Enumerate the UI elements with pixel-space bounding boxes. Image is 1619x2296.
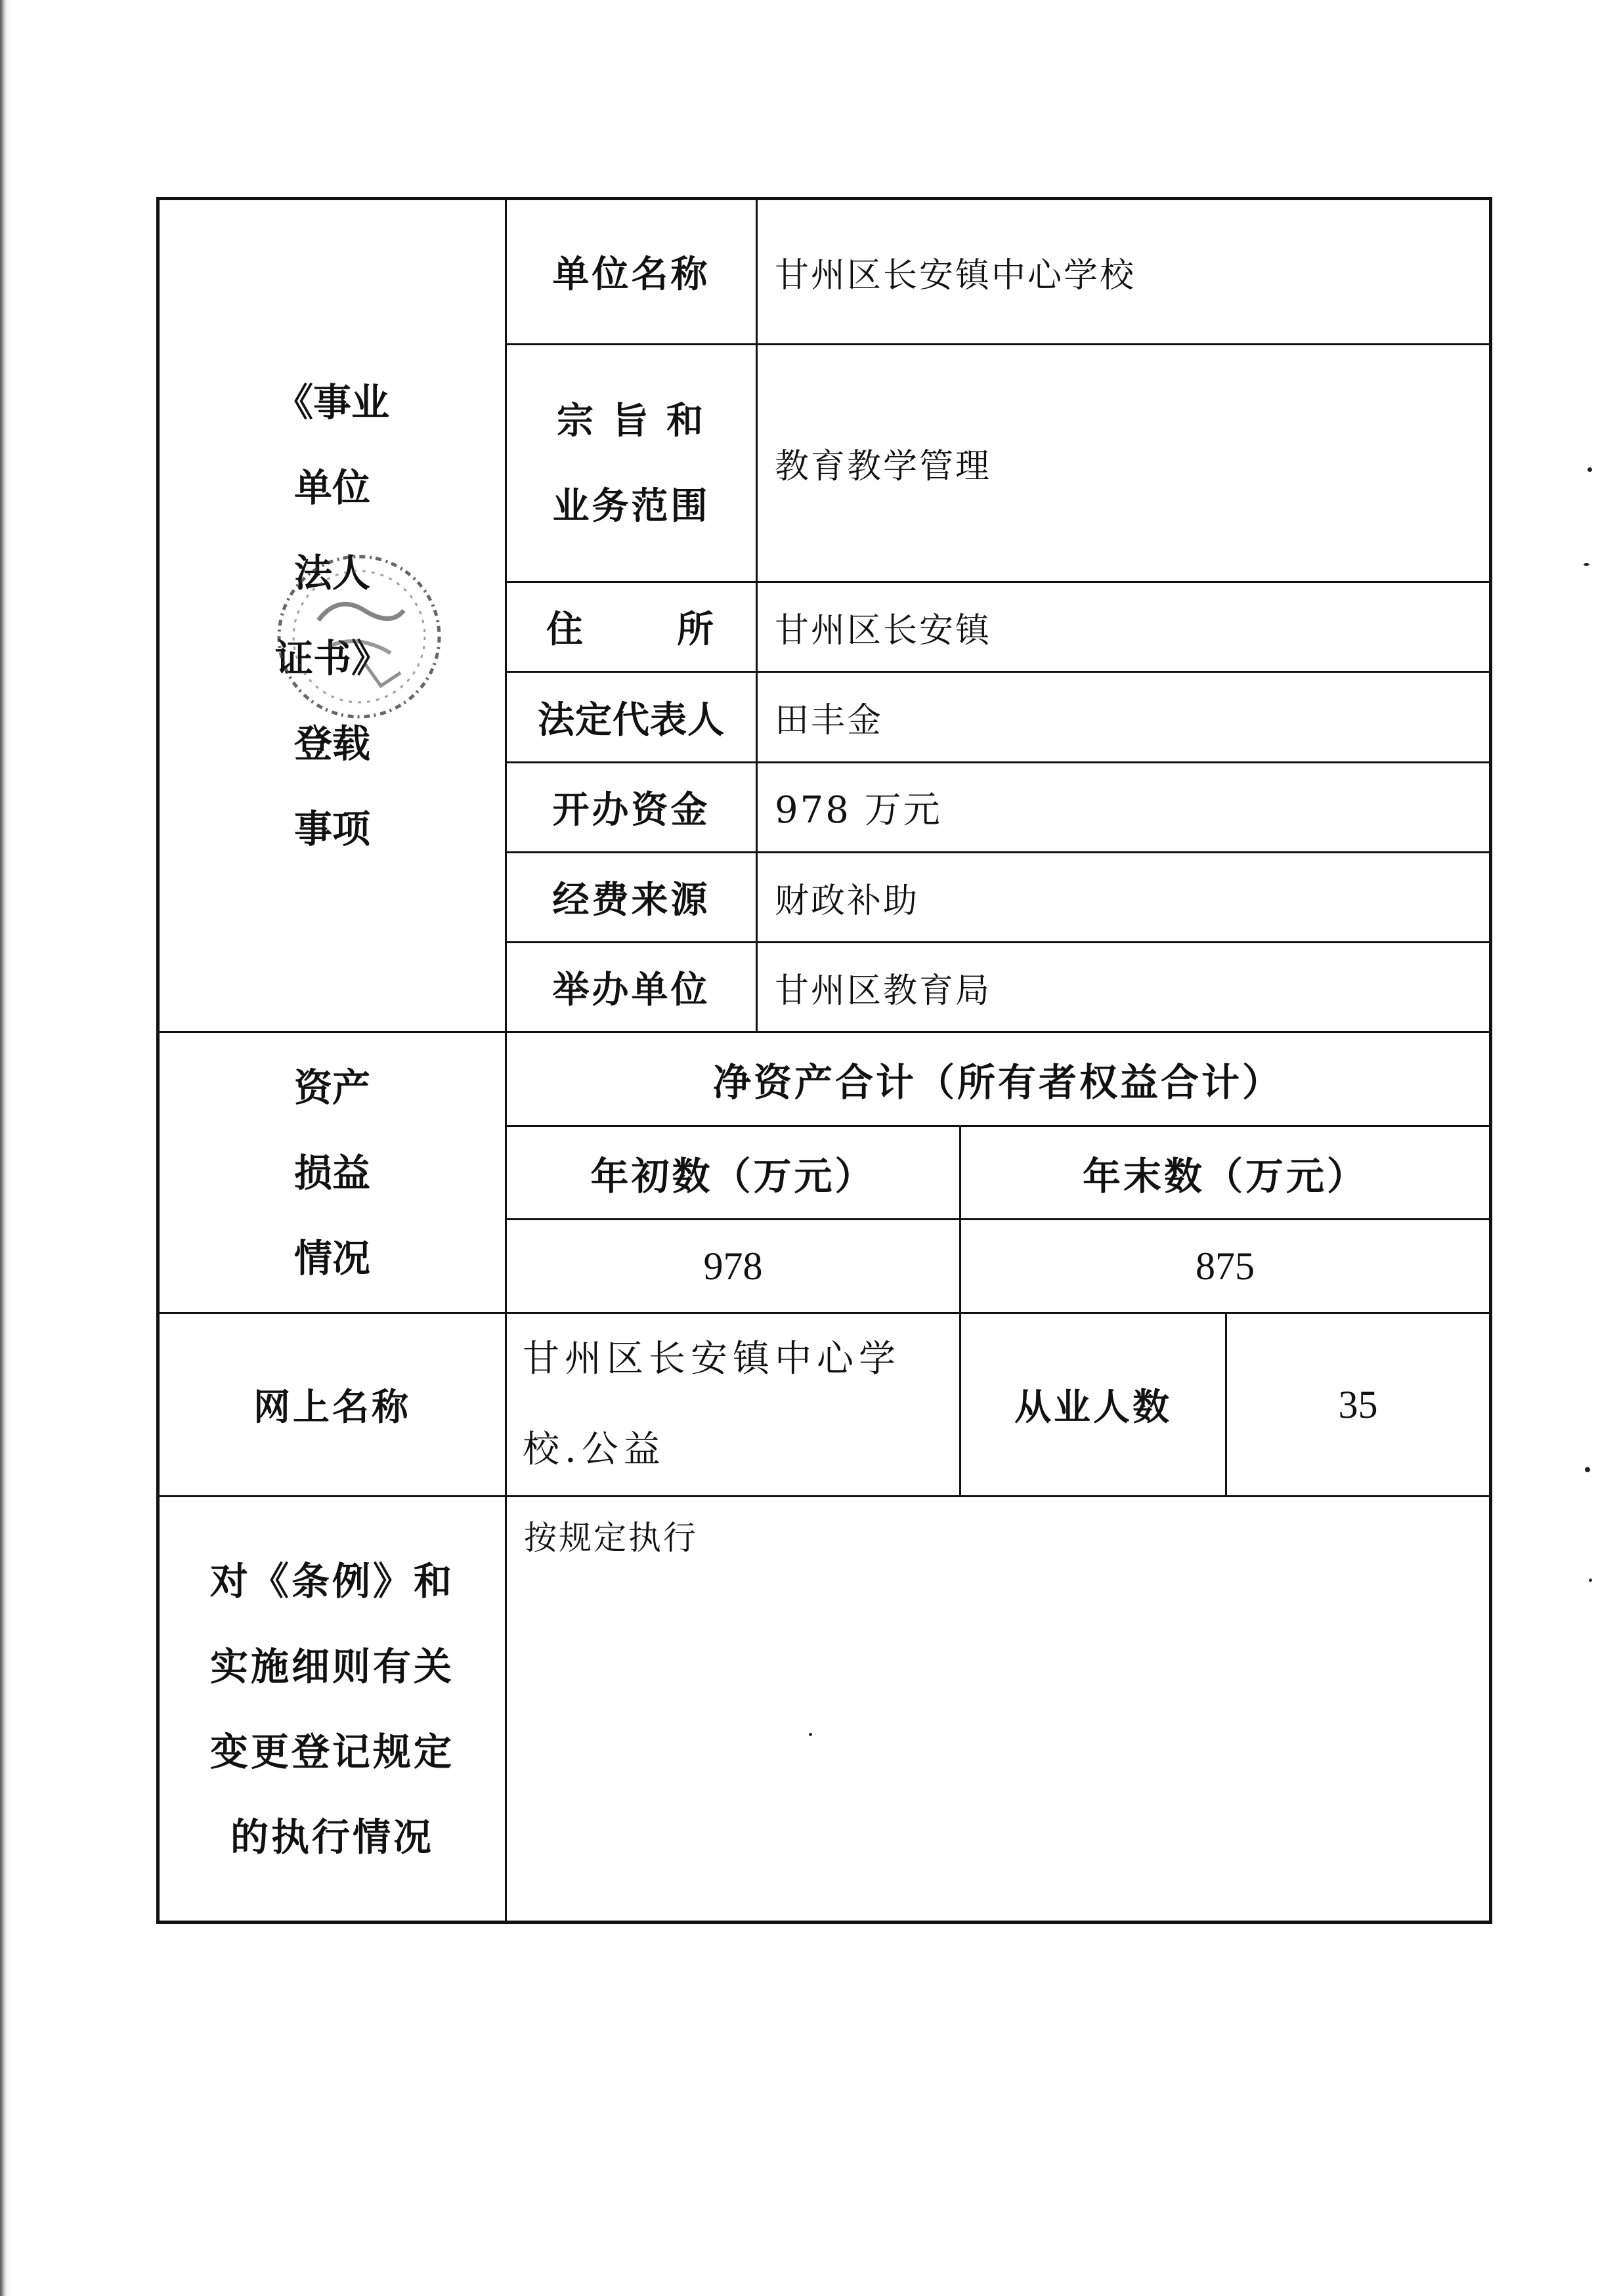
capital-value: 978 万元 — [757, 763, 1491, 853]
purpose-scope-label — [506, 345, 757, 582]
capital-label: 开办资金 — [506, 763, 757, 853]
section-label-line: 法人 — [293, 551, 370, 595]
online-name-line: 校.公益 — [523, 1428, 666, 1471]
purpose-scope-value: 教育教学管理 — [757, 345, 1491, 582]
section-label-line: 《事业 — [274, 380, 389, 425]
scan-speck — [1584, 563, 1589, 566]
row-assets-header — [158, 1032, 1491, 1126]
year-start-header: 年初数（万元） — [506, 1126, 961, 1220]
year-start-value: 978 — [506, 1220, 961, 1313]
compliance-label-line: 的执行情况 — [230, 1814, 434, 1860]
scan-speck — [1589, 1579, 1592, 1582]
purpose-label-line: 宗 旨 和 — [557, 398, 706, 442]
compliance-value: 按规定执行 — [506, 1497, 1491, 1923]
address-label-right: 所 — [677, 608, 716, 651]
online-name-line: 甘州区长安镇中心学 — [523, 1338, 901, 1380]
section-label-line: 单位 — [293, 465, 370, 510]
staff-count-value: 35 — [1226, 1313, 1491, 1497]
registration-form-table — [156, 197, 1492, 1924]
section-label-line: 证书》 — [274, 636, 389, 681]
section-label-line: 登载 — [293, 721, 370, 766]
unit-name-value: 甘州区长安镇中心学校 — [757, 199, 1491, 345]
legal-rep-value: 田丰金 — [757, 672, 1491, 763]
address-value: 甘州区长安镇 — [757, 582, 1491, 672]
year-end-value: 875 — [961, 1220, 1491, 1313]
row-online-name — [158, 1313, 1491, 1497]
sponsor-label: 举办单位 — [506, 943, 757, 1032]
year-end-header: 年末数（万元） — [961, 1126, 1491, 1220]
scan-speck — [1585, 1467, 1590, 1472]
compliance-label-line: 实施细则有关 — [209, 1644, 454, 1689]
assets-label-line: 情况 — [293, 1235, 370, 1281]
assets-section-label — [158, 1032, 506, 1313]
section-label-line: 事项 — [293, 807, 370, 851]
purpose-label-line: 业务范围 — [552, 484, 710, 528]
assets-label-line: 资产 — [293, 1065, 370, 1110]
online-name-value — [506, 1313, 961, 1497]
compliance-label-line: 对《条例》和 — [209, 1558, 454, 1604]
row-compliance — [158, 1497, 1491, 1923]
compliance-label-line: 变更登记规定 — [209, 1729, 454, 1774]
net-assets-header: 净资产合计（所有者权益合计） — [506, 1032, 1491, 1126]
row-unit-name — [158, 199, 1491, 345]
online-name-label: 网上名称 — [158, 1313, 506, 1497]
staff-count-label: 从业人数 — [961, 1313, 1226, 1497]
address-label — [506, 582, 757, 672]
assets-label-line: 损益 — [293, 1150, 370, 1195]
unit-name-label: 单位名称 — [506, 199, 757, 345]
scan-edge-shadow — [0, 0, 11, 2296]
sponsor-value: 甘州区教育局 — [757, 943, 1491, 1032]
address-label-left: 住 — [546, 608, 586, 651]
registration-section-label — [158, 199, 506, 1032]
scan-speck — [1587, 467, 1592, 472]
legal-rep-label: 法定代表人 — [506, 672, 757, 763]
compliance-label — [158, 1497, 506, 1923]
funding-source-label: 经费来源 — [506, 853, 757, 943]
funding-source-value: 财政补助 — [757, 853, 1491, 943]
